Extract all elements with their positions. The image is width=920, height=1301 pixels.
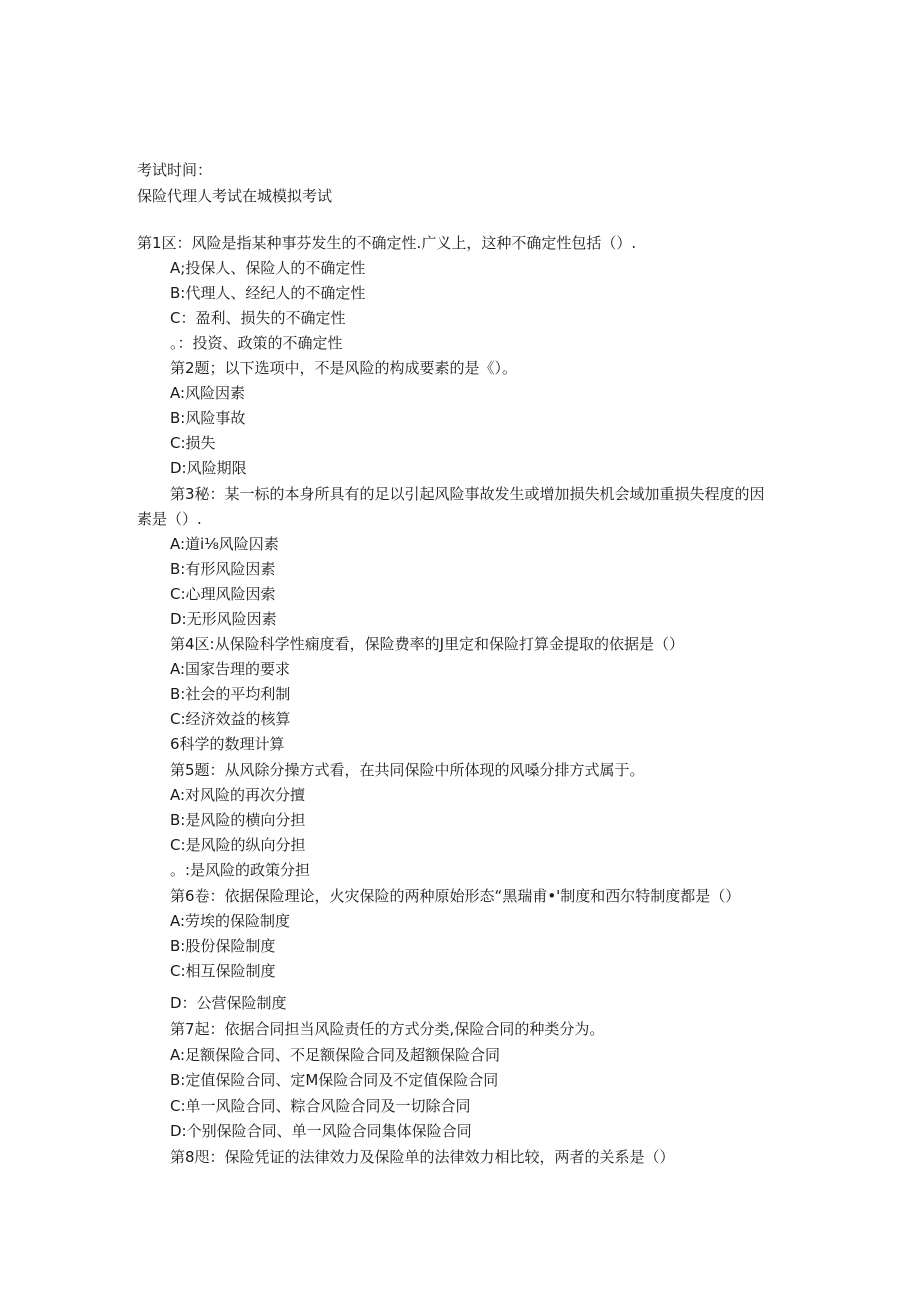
question-1-option-d: 。：投资、政策的不确定性 — [170, 334, 343, 352]
question-6-option-c: C:相互保险制度 — [170, 962, 276, 980]
question-5-option-d: 。:是风险的政策分担 — [170, 861, 311, 879]
question-8-stem: 第8咫：保险凭证的法律效力及保险单的法律效力相比较，两者的关系是（） — [170, 1148, 675, 1166]
question-3-stem-continued: 素是（）. — [137, 510, 202, 528]
question-4-option-b: B:社会的平均利制 — [170, 685, 291, 703]
question-7-option-a: A:足额保险合同、不足额保险合同及超额保险合同 — [170, 1046, 501, 1064]
question-3-option-c: C:心理风险因索 — [170, 585, 276, 603]
question-3-option-b: B:有形风险因素 — [170, 560, 276, 578]
question-6-stem: 第6卷：依据保险理论，火灾保险的两种原始形态“黑瑞甫•'制度和西尔特制度都是（） — [170, 887, 741, 905]
question-5-stem: 第5题：从风除分操方式看，在共同保险中所体现的风嗓分排方式属于。 — [170, 761, 645, 779]
question-2-option-c: C:损失 — [170, 434, 216, 452]
question-4-option-d: 6科学的数理计算 — [170, 735, 285, 753]
question-4-option-a: A:国家告理的要求 — [170, 660, 291, 678]
exam-time-label: 考试时间： — [137, 161, 213, 179]
question-3-option-a: A:道i⅛风险囚素 — [170, 535, 279, 553]
question-2-option-a: A:风险因素 — [170, 384, 246, 402]
question-7-stem: 第7起：依据合同担当风险责任的方式分类,保险合同的种类分为。 — [170, 1020, 605, 1038]
question-1-stem: 第1区：风险是指某种事芬发生的不确定性.广义上，这种不确定性包括（）. — [137, 234, 637, 252]
question-2-stem: 第2题；以下选项中，不是风险的构成要素的是《）。 — [170, 359, 518, 377]
question-5-option-c: C:是风险的纵向分担 — [170, 836, 306, 854]
question-5-option-b: B:是风险的横向分担 — [170, 811, 306, 829]
question-2-option-b: B:风险事故 — [170, 409, 246, 427]
exam-title: 保险代理人考试在城模拟考试 — [137, 187, 333, 205]
question-6-option-a: A:劳埃的保险制度 — [170, 912, 291, 930]
question-7-option-d: D:个别保险合同、单一风险合同集体保险合同 — [170, 1122, 472, 1140]
question-1-option-b: B:代理人、经纪人的不确定性 — [170, 284, 366, 302]
question-3-option-d: D:无形风险因素 — [170, 610, 277, 628]
question-1-option-c: C：盈利、损失的不确定性 — [170, 309, 346, 327]
question-6-option-d: D：公营保险制度 — [170, 994, 287, 1012]
question-4-option-c: C:经济效益的核算 — [170, 710, 291, 728]
question-3-stem: 第3秘：某一标的本身所具有的足以引起风险事故发生或增加损失机会域加重损失程度的因 — [170, 485, 765, 503]
question-7-option-b: B:定值保险合同、定M保险合同及不定值保险合同 — [170, 1071, 499, 1089]
question-7-option-c: C:单一风险合同、粽合风险合同及一切除合同 — [170, 1097, 471, 1115]
question-5-option-a: A:对风险的再次分擅 — [170, 786, 306, 804]
question-6-option-b: B:股份保险制度 — [170, 937, 276, 955]
question-4-stem: 第4区:从保险科学性痫度看，保险费率的J里定和保险打算金提取的依据是（） — [170, 635, 685, 653]
question-1-option-a: A;投保人、保险人的不确定性 — [170, 259, 366, 277]
question-2-option-d: D:风险期限 — [170, 459, 247, 477]
